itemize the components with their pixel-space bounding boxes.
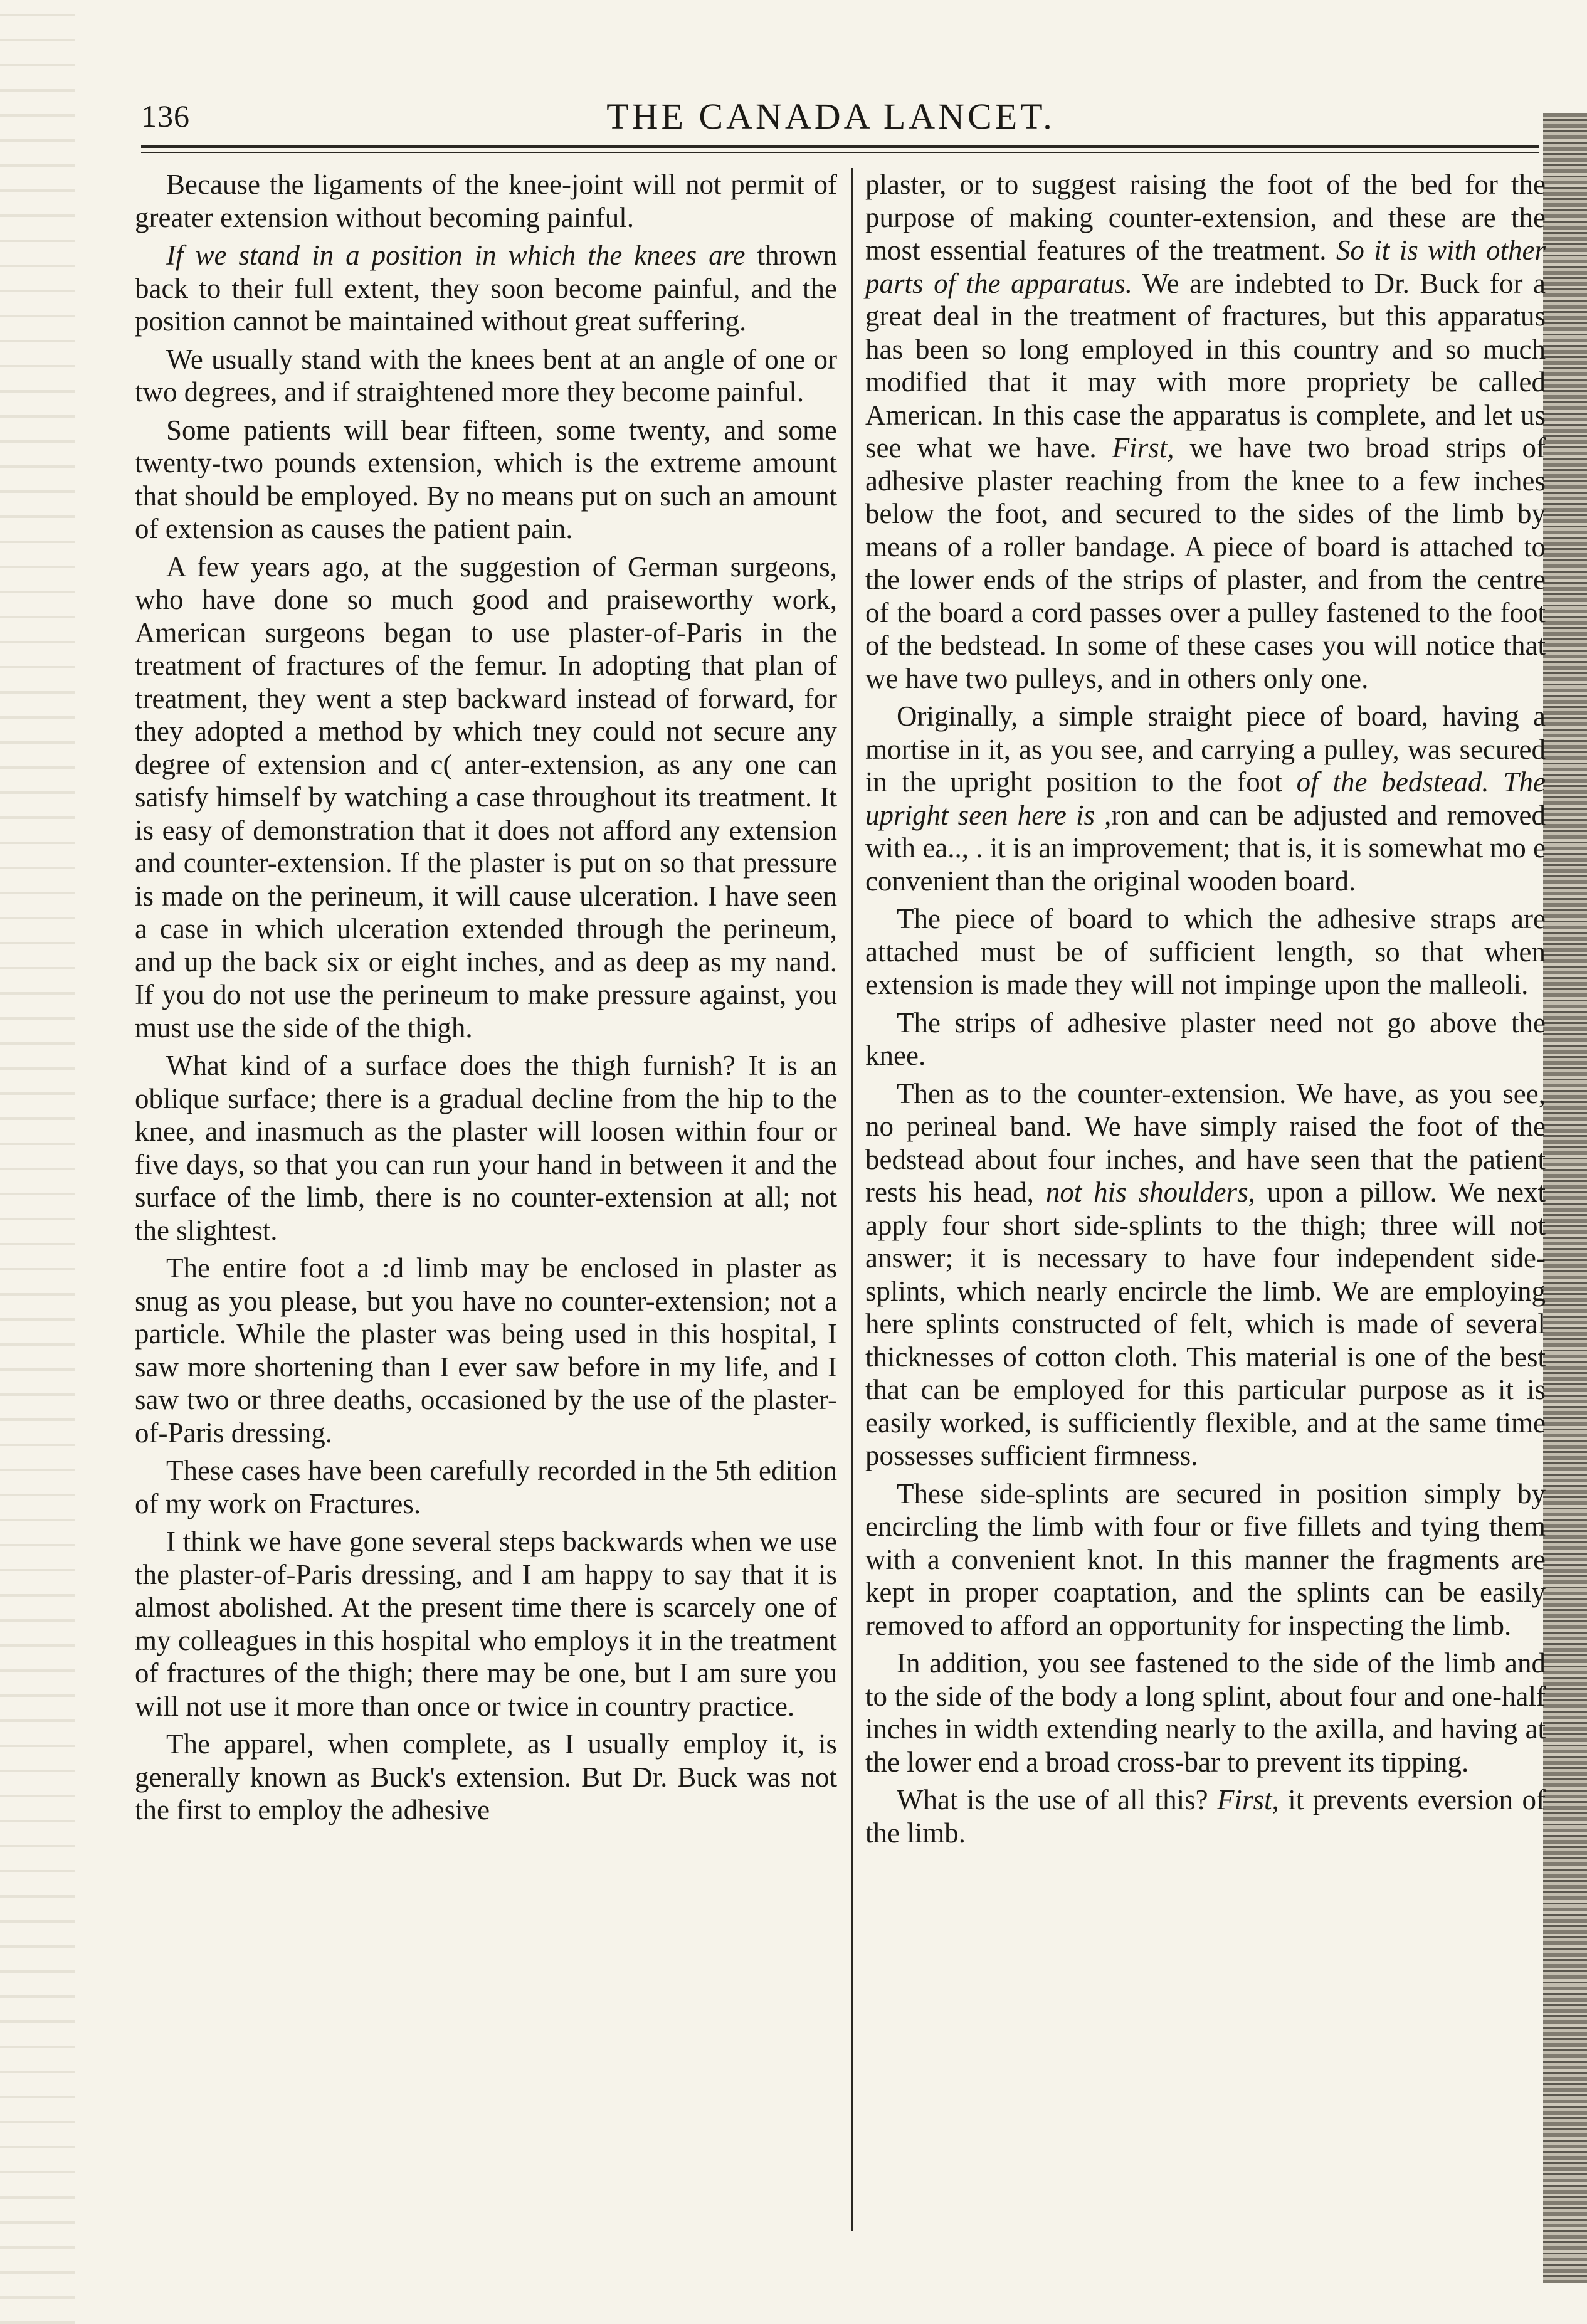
text-run: The strips of adhesive plaster need not go above the knee.	[865, 1006, 1546, 1071]
paragraph	[865, 168, 1546, 695]
paragraph	[865, 902, 1546, 1001]
paragraph	[865, 1647, 1546, 1778]
paragraph	[135, 1525, 837, 1723]
italic-text-run: not his shoulders,	[1045, 1176, 1255, 1208]
italic-text-run: of the bedstead. The upright seen here is	[865, 766, 1546, 831]
italic-text-run: If we stand in a position in which the knees are	[166, 240, 746, 271]
text-run: Some patients will bear fifteen, some twenty, and some twenty-two pounds extension, which is the extreme amount that should be employed. By no means put on such an amount of extension as causes the patient pain.	[135, 414, 837, 544]
paragraph	[865, 700, 1546, 897]
text-run: These side-splints are secured in position simply by encircling the limb with four or five fillets and tying them with a convenient knot. In this manner the fragments are kept in proper coaptation, and the splints can be easily removed to afford an opportunity for inspecting the limb.	[865, 1477, 1546, 1641]
right-page-edge-binding	[1543, 113, 1587, 2283]
left-page-edge-scan-artifact	[0, 0, 75, 2324]
paragraph	[135, 168, 837, 234]
text-run: Originally, a simple straight piece of board, having a mortise in it, as you see, and carrying a pulley, was secured in the upright position to the foot	[865, 700, 1546, 798]
text-run: The piece of board to which the adhesive straps are attached must be of sufficient length, so that when extension is made they will not impinge upon the malleoli.	[865, 903, 1546, 1000]
text-run: thrown back to their full extent, they soon become painful, and the position cannot be maintained without great suffering.	[135, 240, 837, 337]
text-run: These cases have been carefully recorded in the 5th edition of my work on Fractures.	[135, 1455, 837, 1519]
text-run: Because the ligaments of the knee-joint will not permit of greater extension without becoming painful.	[135, 169, 837, 233]
paragraph	[135, 1454, 837, 1520]
paragraph	[865, 1077, 1546, 1472]
paragraph	[865, 1006, 1546, 1072]
column-divider	[851, 168, 853, 2231]
text-run: we have two broad strips of adhesive plaster reaching from the knee to a few inches below the foot, and secured to the sides of the limb by means of a roller bandage. A piece of board is attached to the lower ends of the strips of plaster, and from the centre of the board a cord passes over a pulley fastened to the foot of the bedstead. In some of these cases you will notice that we have two pulleys, and in others only one.	[865, 432, 1546, 694]
page-header	[141, 93, 1521, 149]
header-rule-thin	[141, 152, 1539, 153]
paragraph	[135, 239, 837, 338]
text-run: ,ron and can be adjusted and removed with ea.., . it is an improvement; that is, it is somewhat mo e convenient than the original wooden board.	[865, 799, 1546, 897]
paragraph	[135, 343, 837, 409]
text-run: Then as to the counter-extension. We have, as you see, no perineal band. We have simply raised the foot of the bedstead about four inches, and have seen that the patient rests his head,	[865, 1077, 1546, 1208]
text-run: I think we have gone several steps backwards when we use the plaster-of-Paris dressing, and I am happy to say that it is almost abolished. At the present time there is scarcely one of my colleagues in this hospital who employs it in the treatment of fractures of the thigh; there may be one, but I am sure you will not use it more than once or twice in country practice.	[135, 1526, 837, 1722]
text-run: We are indebted to Dr. Buck for a great deal in the treatment of fractures, but this apparatus has been so long employed in this country and so much modified that it may with more propriety be called American. In this case the apparatus is complete, and let us see what we have.	[865, 267, 1546, 463]
right-text-column	[865, 168, 1546, 2275]
text-run: What kind of a surface does the thigh furnish? It is an oblique surface; there is a gradual decline from the hip to the knee, and inasmuch as the plaster will loosen within four or five days, so that you can run your hand in between it and the surface of the limb, there is no counter-extension at all; not the slightest.	[135, 1050, 837, 1246]
text-run: A few years ago, at the suggestion of German surgeons, who have done so much good and praiseworthy work, American surgeons began to use plaster-of-Paris in the treatment of fractures of the femur. In adopting that plan of treatment, they went a step backward instead of forward, for they adopted a method by which tney could not secure any degree of extension and c( anter-extension, as any one can satisfy himself by watching a case throughout its treatment. It is easy of demonstration that it does not afford any extension and counter-extension. If the plaster is put on so that pressure is made on the perineum, it will cause ulceration. I have seen a case in which ulceration extended through the perineum, and up the back six or eight inches, and as deep as my nand. If you do not use the perineum to make pressure against, you must use the side of the thigh.	[135, 551, 837, 1043]
italic-text-run: So it is with other parts of the apparatus.	[865, 235, 1546, 299]
paragraph	[135, 551, 837, 1045]
text-run: The apparel, when complete, as I usually employ it, is generally known as Buck's extension. But Dr. Buck was not the first to employ the adhesive	[135, 1728, 837, 1825]
italic-text-run: First,	[1112, 432, 1174, 463]
running-title: THE CANADA LANCET.	[606, 96, 1055, 137]
paragraph	[135, 414, 837, 546]
page-number: 136	[141, 98, 190, 134]
text-run: What is the use of all this?	[897, 1784, 1218, 1815]
paragraph	[865, 1783, 1546, 1849]
text-run: The entire foot a :d limb may be enclosed in plaster as snug as you please, but you have no counter-extension; not a particle. While the plaster was being used in this hospital, I saw more shortening than I ever saw before in my life, and I saw two or three deaths, occasioned by the use of the plaster-of-Paris dressing.	[135, 1252, 837, 1449]
paragraph	[865, 1477, 1546, 1642]
left-text-column	[135, 168, 837, 2275]
header-rule-thick	[141, 145, 1539, 148]
text-run: plaster, or to suggest raising the foot of the bed for the purpose of making counter-extension, and these are the most essential features of the treatment.	[865, 169, 1546, 266]
text-run: In addition, you see fastened to the side of the limb and to the side of the body a long splint, about four and one-half inches in width extending nearly to the axilla, and having at the lower end a broad cross-bar to prevent its tipping.	[865, 1647, 1546, 1778]
text-run: We usually stand with the knees bent at an angle of one or two degrees, and if straightened more they become painful.	[135, 343, 837, 408]
paragraph	[135, 1252, 837, 1449]
paragraph	[135, 1728, 837, 1827]
paragraph	[135, 1049, 837, 1247]
italic-text-run: First,	[1217, 1784, 1279, 1815]
text-run: upon a pillow. We next apply four short side-splints to the thigh; three will not answer; it is necessary to have four independent side-splints, which nearly encircle the limb. We are employing here splints constructed of felt, which is made of several thicknesses of cotton cloth. This material is one of the best that can be employed for this particular purpose as it is easily worked, is sufficiently flexible, and at the same time possesses sufficient firmness.	[865, 1176, 1546, 1471]
text-run: it prevents eversion of the limb.	[865, 1784, 1546, 1849]
